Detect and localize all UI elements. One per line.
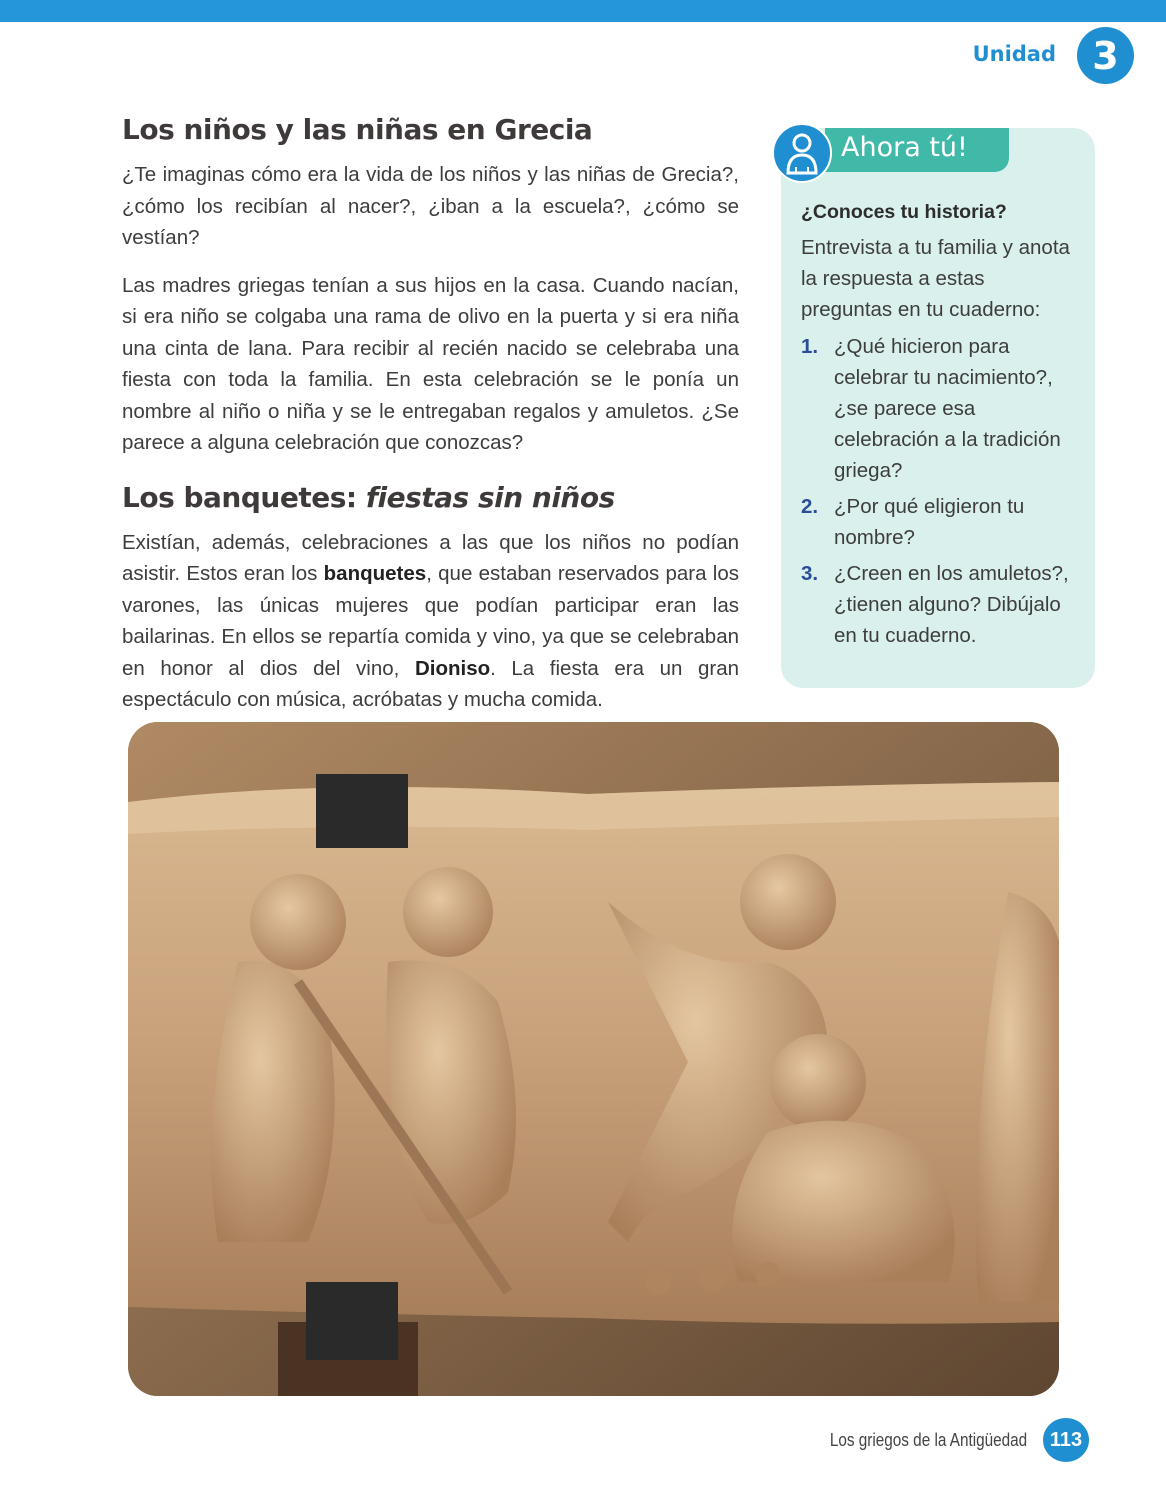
unit-number-badge: 3	[1077, 27, 1134, 84]
activity-tab-label: Ahora tú!	[841, 132, 968, 163]
list-item-text: ¿Qué hicieron para celebrar tu nacimiento?, ¿se parece esa celebración a la tradición griega?	[834, 335, 1061, 482]
bold-dioniso: Dioniso	[414, 656, 491, 680]
activity-content	[801, 201, 1071, 656]
section2-heading-italic: fiestas sin niños	[365, 480, 615, 514]
section1-paragraph1: ¿Te imaginas cómo era la vida de los niños y las niñas de Grecia?, ¿cómo los recibían al nacer?, ¿iban a la escuela?, ¿cómo se vestían?	[122, 163, 739, 249]
top-bar	[0, 0, 1166, 22]
section1-heading: Los niños y las niñas en Grecia	[122, 113, 593, 146]
activity-question: ¿Conoces tu historia?	[801, 201, 1007, 223]
section2-text-a: Existían, además, celebraciones a las que los niños no podían asistir. Estos eran los	[122, 530, 739, 585]
list-item-text: ¿Por qué eligieron tu nombre?	[834, 495, 1025, 549]
list-item-text: ¿Creen en los amuletos?, ¿tienen alguno? Dibújalo en tu cuaderno.	[834, 562, 1069, 647]
list-item	[801, 558, 1071, 651]
section2-paragraph	[122, 527, 739, 716]
list-item-number: 3.	[801, 562, 819, 585]
section1-paragraph2: Las madres griegas tenían a sus hijos en la casa. Cuando nacían, si era niño se colgaba una rama de olivo en la puerta y si era niña una cinta de lana. Para recibir al recién nacido se celebraba una fiesta con toda la familia. En esta celebración se le ponía un nombre al niño o niña y se le entregaban regalos y amuletos. ¿Se parece a alguna celebración que conozcas?	[122, 273, 739, 454]
list-item-number: 1.	[801, 335, 819, 358]
activity-intro: Entrevista a tu familia y anota la respuesta a estas preguntas en tu cuaderno:	[801, 236, 1070, 321]
section2-text-c: . La fiesta era un gran espectáculo con música, acróbatas y mucha comida.	[122, 656, 739, 711]
section2-heading	[122, 481, 739, 514]
main-content	[122, 113, 739, 716]
relief-photo	[128, 722, 1059, 1396]
activity-list	[801, 331, 1071, 651]
section2-heading-normal: Los banquetes:	[122, 480, 366, 514]
page-number-badge: 113	[1043, 1418, 1089, 1462]
list-item	[801, 331, 1071, 486]
footer-title: Los griegos de la Antigüedad	[829, 1430, 1027, 1450]
section2-text-b: , que estaban reservados para los varones, las únicas mujeres que podían participar eran las bailarinas. En ellos se repartía comida y vino, ya que se celebraban en honor al dios del vino,	[122, 562, 739, 680]
unit-label: Unidad	[972, 42, 1056, 66]
bold-banquetes: banquetes	[323, 562, 427, 585]
list-item-number: 2.	[801, 495, 819, 518]
list-item	[801, 491, 1071, 553]
person-icon	[772, 123, 832, 183]
